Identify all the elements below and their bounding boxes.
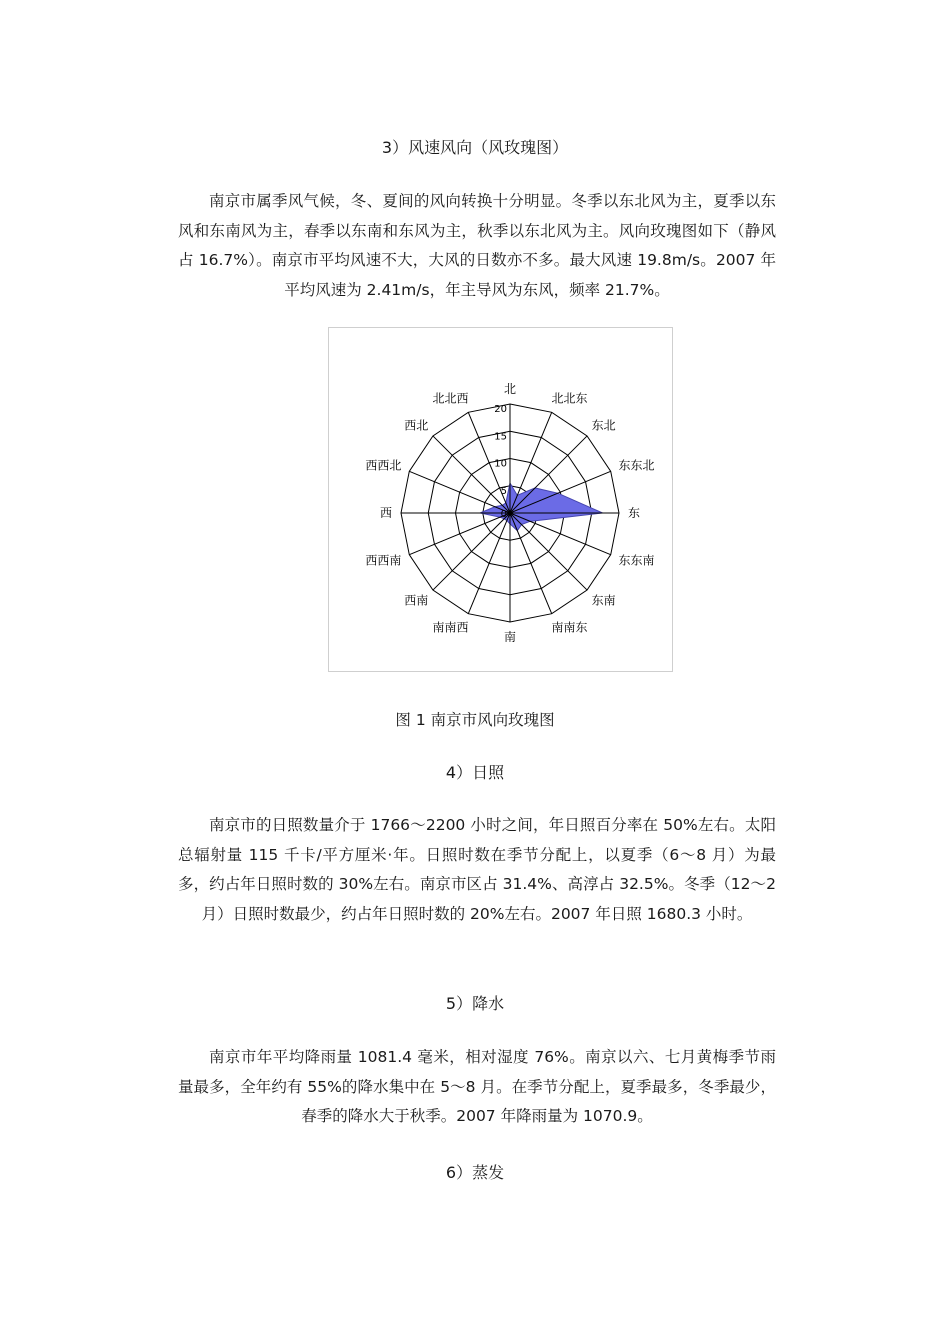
sunshine-section-heading: 4）日照 <box>445 763 505 782</box>
direction-label: 南南西 <box>432 620 469 635</box>
direction-label: 西北 <box>404 418 429 433</box>
axis-spoke-西北 <box>433 436 510 513</box>
axis-spoke-西南 <box>433 513 510 590</box>
ring-tick-label: 5 <box>500 485 507 497</box>
wind-paragraph: 南京市属季风气候，冬、夏间的风向转换十分明显。冬季以东北风为主，夏季以东风和东南风为主，春季以东南和东风为主，秋季以东北风为主。风向玫瑰图如下（静风占 16.7%）。南京市平均风速不大，大风的日数亦不多。最大风速 19.8m/s。2007 年平均风速为 2.41m/s，年主导风为东风，频率 21.7%。 <box>178 192 776 299</box>
direction-label: 西南 <box>404 593 429 608</box>
direction-label: 西 <box>379 506 392 520</box>
ring-tick-label: 15 <box>494 431 507 443</box>
ring-tick-label: 0 <box>500 509 507 520</box>
wind-rose-chart <box>328 327 673 672</box>
direction-label: 北北西 <box>432 391 469 406</box>
wind-section-heading: 3）风速风向（风玫瑰图） <box>381 138 569 157</box>
direction-label: 西西南 <box>365 553 402 568</box>
evap-section-heading: 6）蒸发 <box>445 1163 505 1182</box>
figure-caption: 图 1 南京市风向玫瑰图 <box>395 711 555 729</box>
ring-tick-label: 10 <box>494 458 507 470</box>
direction-label: 南南东 <box>551 620 588 635</box>
sunshine-paragraph: 南京市的日照数量介于 1766～2200 小时之间，年日照百分率在 50%左右。太阳总辐射量 115 千卡/平方厘米·年。日照时数在季节分配上，以夏季（6～8 月）为最多，约占年日照时数的 30%左右。南京市区占 31.4%、高淳占 32.5%。冬季（12～2 月）日照时数最少，约占年日照时数的 20%左右。2007 年日照 1680.3 小时。 <box>178 816 776 923</box>
direction-label: 东东南 <box>618 553 655 568</box>
chart-axes <box>401 404 619 622</box>
wind-frequency-area <box>480 483 603 531</box>
wind-rose-svg <box>329 328 674 673</box>
rain-section-heading: 5）降水 <box>445 994 505 1013</box>
direction-label: 东南 <box>591 593 616 608</box>
direction-label: 北 <box>503 382 517 396</box>
direction-label: 南 <box>503 630 517 644</box>
direction-label: 北北东 <box>551 391 588 406</box>
axis-spoke-东南 <box>510 513 587 590</box>
direction-label: 东东北 <box>618 458 655 473</box>
chart-area-layer <box>480 483 603 531</box>
direction-label: 西西北 <box>365 458 402 473</box>
rain-paragraph: 南京市年平均降雨量 1081.4 毫米，相对湿度 76%。南京以六、七月黄梅季节雨量最多，全年约有 55%的降水集中在 5～8 月。在季节分配上，夏季最多，冬季最少，春季的降水大于秋季。2007 年降雨量为 1070.9。 <box>178 1048 776 1125</box>
direction-label: 东北 <box>591 418 616 433</box>
direction-label: 东 <box>628 506 641 520</box>
ring-tick-label: 20 <box>494 404 507 415</box>
